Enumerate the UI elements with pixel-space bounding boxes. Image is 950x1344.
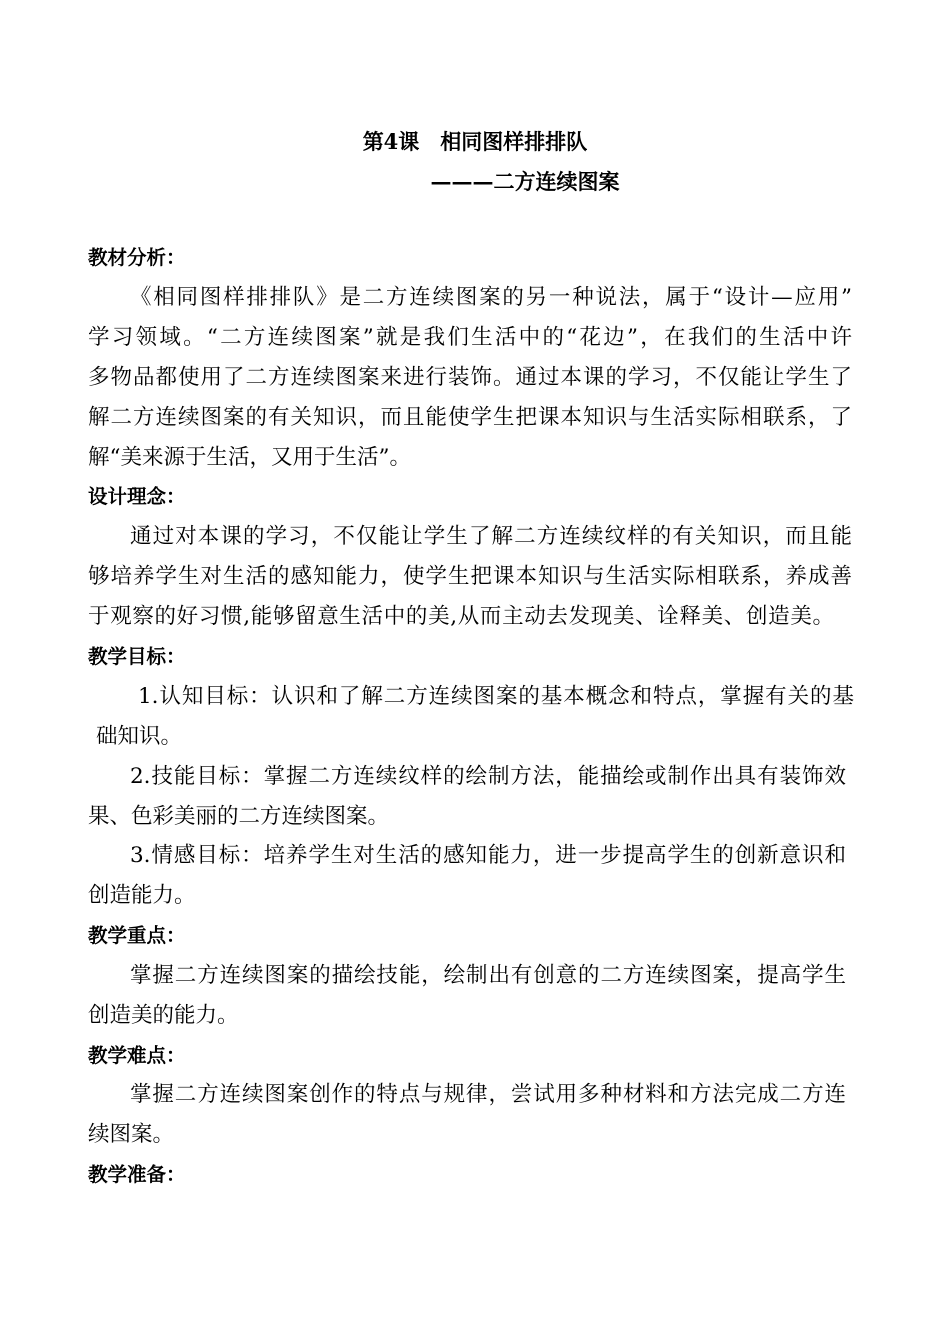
paragraph-line: 多物品都使用了二方连续图案来进行装饰。通过本课的学习，不仅能让学生了	[88, 365, 852, 390]
paragraph-line: 掌握二方连续图案创作的特点与规律，尝试用多种材料和方法完成二方连	[130, 1082, 846, 1107]
lesson-title: 第4课 相同图样排排队	[362, 129, 588, 154]
paragraph-line: 学习领域。“二方连续图案”就是我们生活中的“花边”，在我们的生活中许	[88, 325, 852, 350]
paragraph-line: 够培养学生对生活的感知能力，使学生把课本知识与生活实际相联系，养成善	[88, 564, 852, 589]
paragraph-line: 于观察的好习惯,能够留意生活中的美,从而主动去发现美、诠释美、创造美。	[88, 604, 834, 629]
goal-line: 2.技能目标：掌握二方连续纹样的绘制方法，能描绘或制作出具有装饰效	[130, 764, 846, 789]
paragraph-line: 续图案。	[88, 1122, 175, 1147]
goal-line: 础知识。	[96, 724, 183, 749]
paragraph-line: 创造美的能力。	[88, 1003, 239, 1028]
heading-difficulties: 教学难点：	[88, 1044, 186, 1067]
goal-line: 3.情感目标：培养学生对生活的感知能力，进一步提高学生的创新意识和	[130, 843, 846, 868]
heading-key-points: 教学重点：	[88, 924, 186, 947]
paragraph-line: 通过对本课的学习，不仅能让学生了解二方连续纹样的有关知识，而且能	[130, 524, 852, 549]
goal-line: 创造能力。	[88, 883, 196, 908]
goal-line: 1.认知目标：认识和了解二方连续图案的基本概念和特点，掌握有关的基	[138, 684, 854, 709]
paragraph-line: 《相同图样排排队》是二方连续图案的另一种说法，属于“设计—应用”	[130, 285, 852, 310]
heading-preparation: 教学准备：	[88, 1163, 186, 1186]
goal-line: 果、色彩美丽的二方连续图案。	[88, 804, 390, 829]
lesson-subtitle: ———二方连续图案	[430, 169, 620, 194]
heading-textbook-analysis: 教材分析：	[88, 246, 186, 269]
heading-design-concept: 设计理念：	[88, 485, 186, 508]
paragraph-line: 解“美来源于生活，又用于生活”。	[88, 445, 411, 470]
paragraph-line: 解二方连续图案的有关知识，而且能使学生把课本知识与生活实际相联系，了	[88, 405, 852, 430]
paragraph-line: 掌握二方连续图案的描绘技能，绘制出有创意的二方连续图案，提高学生	[130, 963, 846, 988]
heading-teaching-goals: 教学目标：	[88, 645, 186, 668]
